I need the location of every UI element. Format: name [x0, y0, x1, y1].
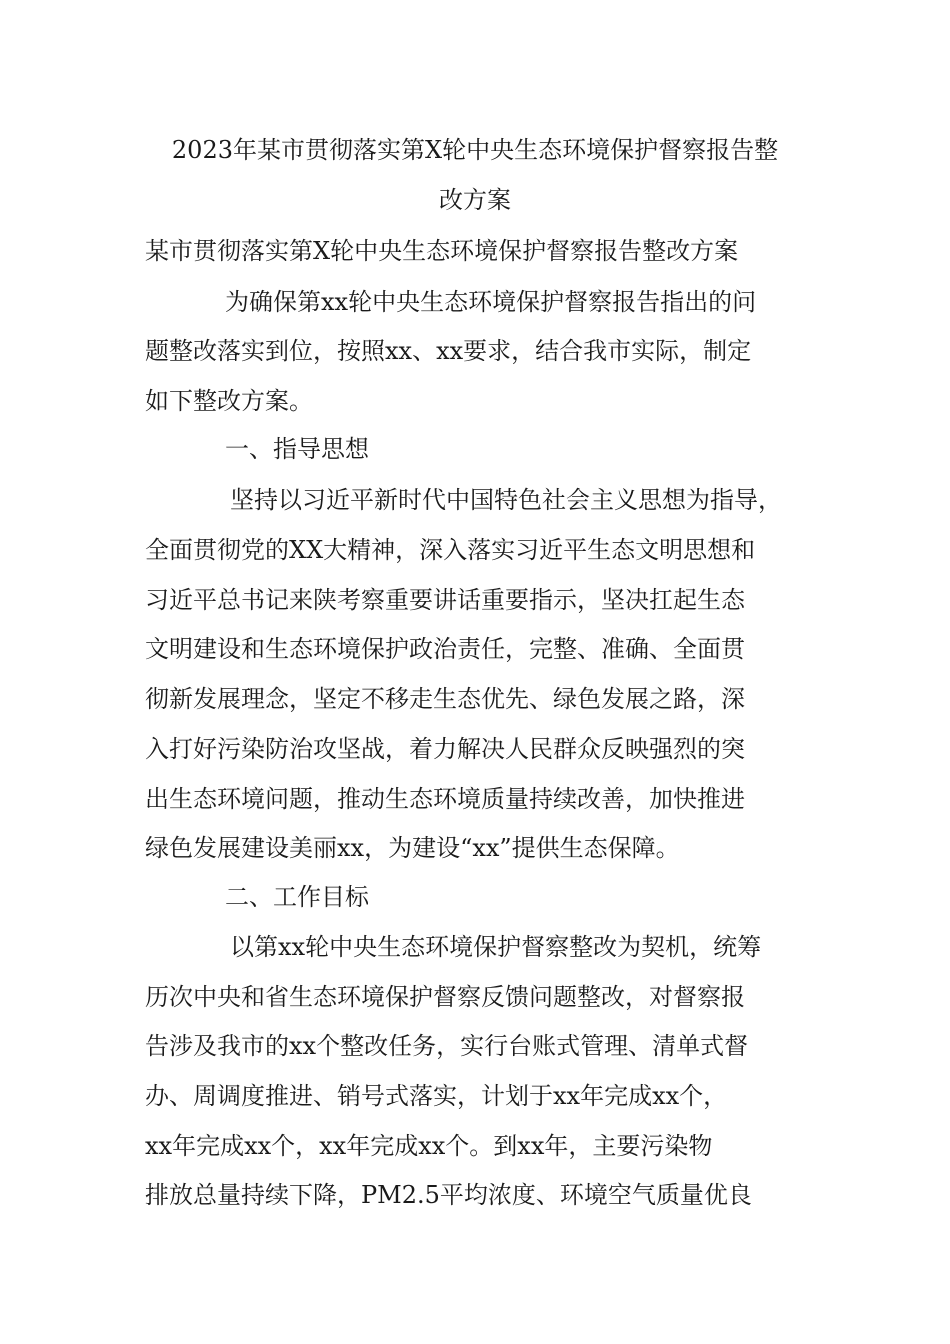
document-subtitle: 某市贯彻落实第X轮中央生态环境保护督察报告整改方案 [145, 237, 739, 265]
paragraph-line: 为确保第xx轮中央生态环境保护督察报告指出的问 [225, 288, 757, 316]
paragraph-line: 如下整改方案。 [145, 387, 313, 415]
paragraph-line: 历次中央和省生态环境保护督察反馈问题整改，对督察报 [145, 983, 745, 1011]
paragraph-line: 出生态环境问题，推动生态环境质量持续改善，加快推进 [145, 785, 745, 813]
paragraph-line: 入打好污染防治攻坚战，着力解决人民群众反映强烈的突 [145, 735, 745, 763]
paragraph-line: 全面贯彻党的XX大精神，深入落实习近平生态文明思想和 [145, 536, 756, 564]
paragraph-line: 坚持以习近平新时代中国特色社会主义思想为指导， [230, 486, 782, 514]
paragraph-line: 文明建设和生态环境保护政治责任，完整、准确、全面贯 [145, 635, 745, 663]
paragraph-line: 排放总量持续下降，PM2.5平均浓度、环境空气质量优良 [145, 1181, 752, 1209]
paragraph-line: 题整改落实到位，按照xx、xx要求，结合我市实际，制定 [145, 337, 752, 365]
section-heading-guiding-ideology: 一、指导思想 [225, 435, 369, 463]
paragraph-line: 习近平总书记来陕考察重要讲话重要指示，坚决扛起生态 [145, 586, 745, 614]
paragraph-line: xx年完成xx个，xx年完成xx个。到xx年，主要污染物 [145, 1132, 713, 1160]
document-title-line-1: 2023年某市贯彻落实第X轮中央生态环境保护督察报告整 [171, 136, 779, 164]
paragraph-line: 以第xx轮中央生态环境保护督察整改为契机，统筹 [230, 933, 762, 961]
paragraph-line: 绿色发展建设美丽xx，为建设“xx”提供生态保障。 [145, 834, 680, 862]
section-heading-work-goals: 二、工作目标 [225, 883, 369, 911]
paragraph-line: 告涉及我市的xx个整改任务，实行台账式管理、清单式督 [145, 1032, 749, 1060]
paragraph-line: 办、周调度推进、销号式落实，计划于xx年完成xx个， [145, 1082, 728, 1110]
paragraph-line: 彻新发展理念，坚定不移走生态优先、绿色发展之路，深 [145, 685, 745, 713]
document-title-line-2: 改方案 [439, 186, 511, 214]
